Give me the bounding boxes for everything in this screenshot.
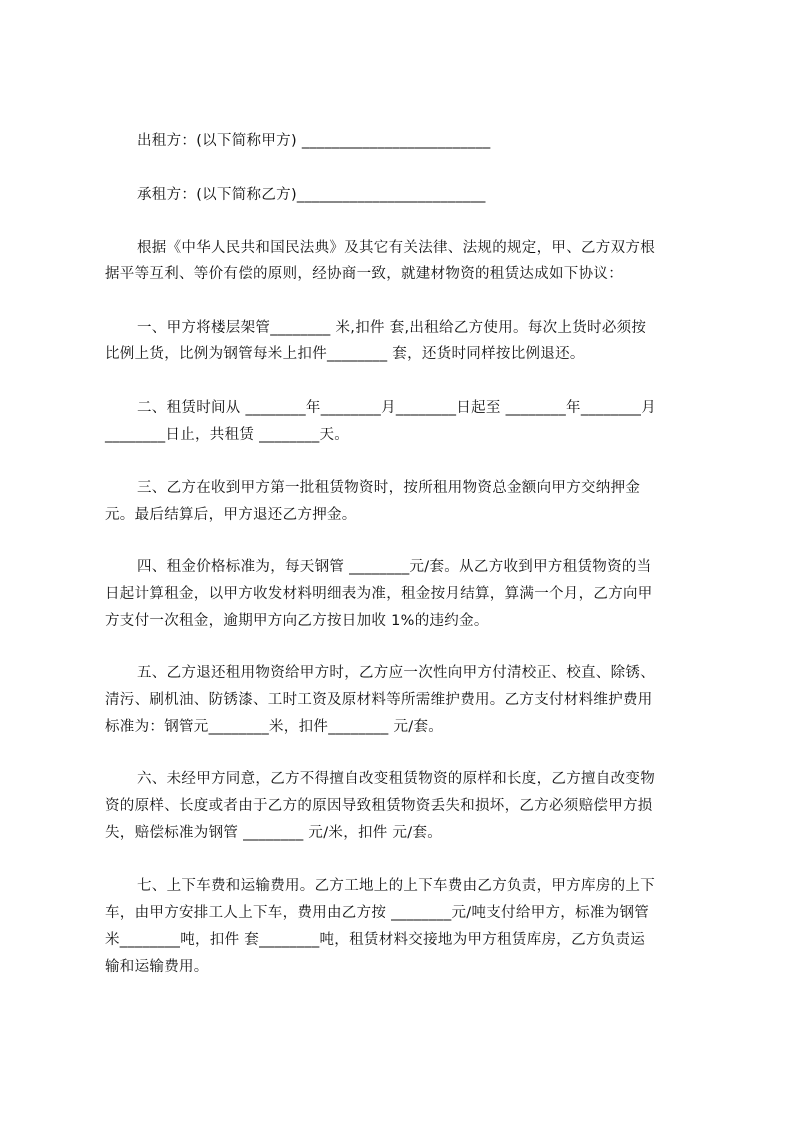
clause5-line-1: 五、乙方退还租用物资给甲方时，乙方应一次性向甲方付清校正、校直、除锈、 bbox=[137, 665, 655, 681]
lessee-line: 承租方：(以下简称乙方)_________________________ bbox=[137, 187, 486, 203]
clause6-line-3: 失，赔偿标准为钢管 ________ 元/米，扣件 元/套。 bbox=[105, 825, 443, 841]
clause6-line-2: 资的原样、长度或者由于乙方的原因导致租赁物资丢失和损坏，乙方必须赔偿甲方损 bbox=[105, 798, 653, 814]
clause4-line-1: 四、租金价格标准为，每天钢管 ________元/套。从乙方收到甲方租赁物资的当 bbox=[137, 559, 652, 575]
clause7-line-3: 米________吨，扣件 套________吨，租赁材料交接地为甲方租赁库房，乙方负责运 bbox=[105, 932, 646, 948]
clause7-line-4: 输和运输费用。 bbox=[105, 959, 209, 975]
clause5-line-2: 清污、刷机油、防锈漆、工时工资及原材料等所需维护费用。乙方支付材料维护费用 bbox=[105, 692, 653, 708]
clause2-line-2: ________日止，共租赁 ________天。 bbox=[105, 427, 350, 443]
clause3-line-2: 元。最后结算后，甲方退还乙方押金。 bbox=[105, 507, 357, 523]
clause1-line-2: 比例上货，比例为钢管每米上扣件________ 套，还货时同样按比例退还。 bbox=[105, 346, 585, 362]
clause2-line-1: 二、租赁时间从 ________年________月________日起至 ________年________月 bbox=[137, 400, 657, 416]
clause6-line-1: 六、未经甲方同意，乙方不得擅自改变租赁物资的原样和长度，乙方擅自改变物 bbox=[137, 771, 655, 787]
intro-line-2: 据平等互利、等价有偿的原则，经协商一致，就建材物资的租赁达成如下协议： bbox=[105, 266, 623, 282]
clause5-line-3: 标准为：钢管元________米，扣件________ 元/套。 bbox=[105, 719, 444, 735]
clause7-line-1: 七、上下车费和运输费用。乙方工地上的上下车费由乙方负责，甲方库房的上下 bbox=[137, 878, 655, 894]
lessor-line: 出租方：(以下简称甲方) _________________________ bbox=[137, 133, 491, 149]
clause7-line-2: 车，由甲方安排工人上下车，费用由乙方按 ________元/吨支付给甲方，标准为钢管 bbox=[105, 905, 650, 921]
clause3-line-1: 三、乙方在收到甲方第一批租赁物资时，按所租用物资总金额向甲方交纳押金 bbox=[137, 480, 641, 496]
clause4-line-2: 日起计算租金，以甲方收发材料明细表为准，租金按月结算，算满一个月，乙方向甲 bbox=[105, 586, 653, 602]
clause1-line-1: 一、甲方将楼层架管________ 米,扣件 套,出租给乙方使用。每次上货时必须按 bbox=[137, 320, 647, 336]
intro-line-1: 根据《中华人民共和国民法典》及其它有关法律、法规的规定，甲、乙方双方根 bbox=[137, 240, 655, 256]
clause4-line-3: 方支付一次租金，逾期甲方向乙方按日加收 1%的违约金。 bbox=[105, 613, 489, 629]
